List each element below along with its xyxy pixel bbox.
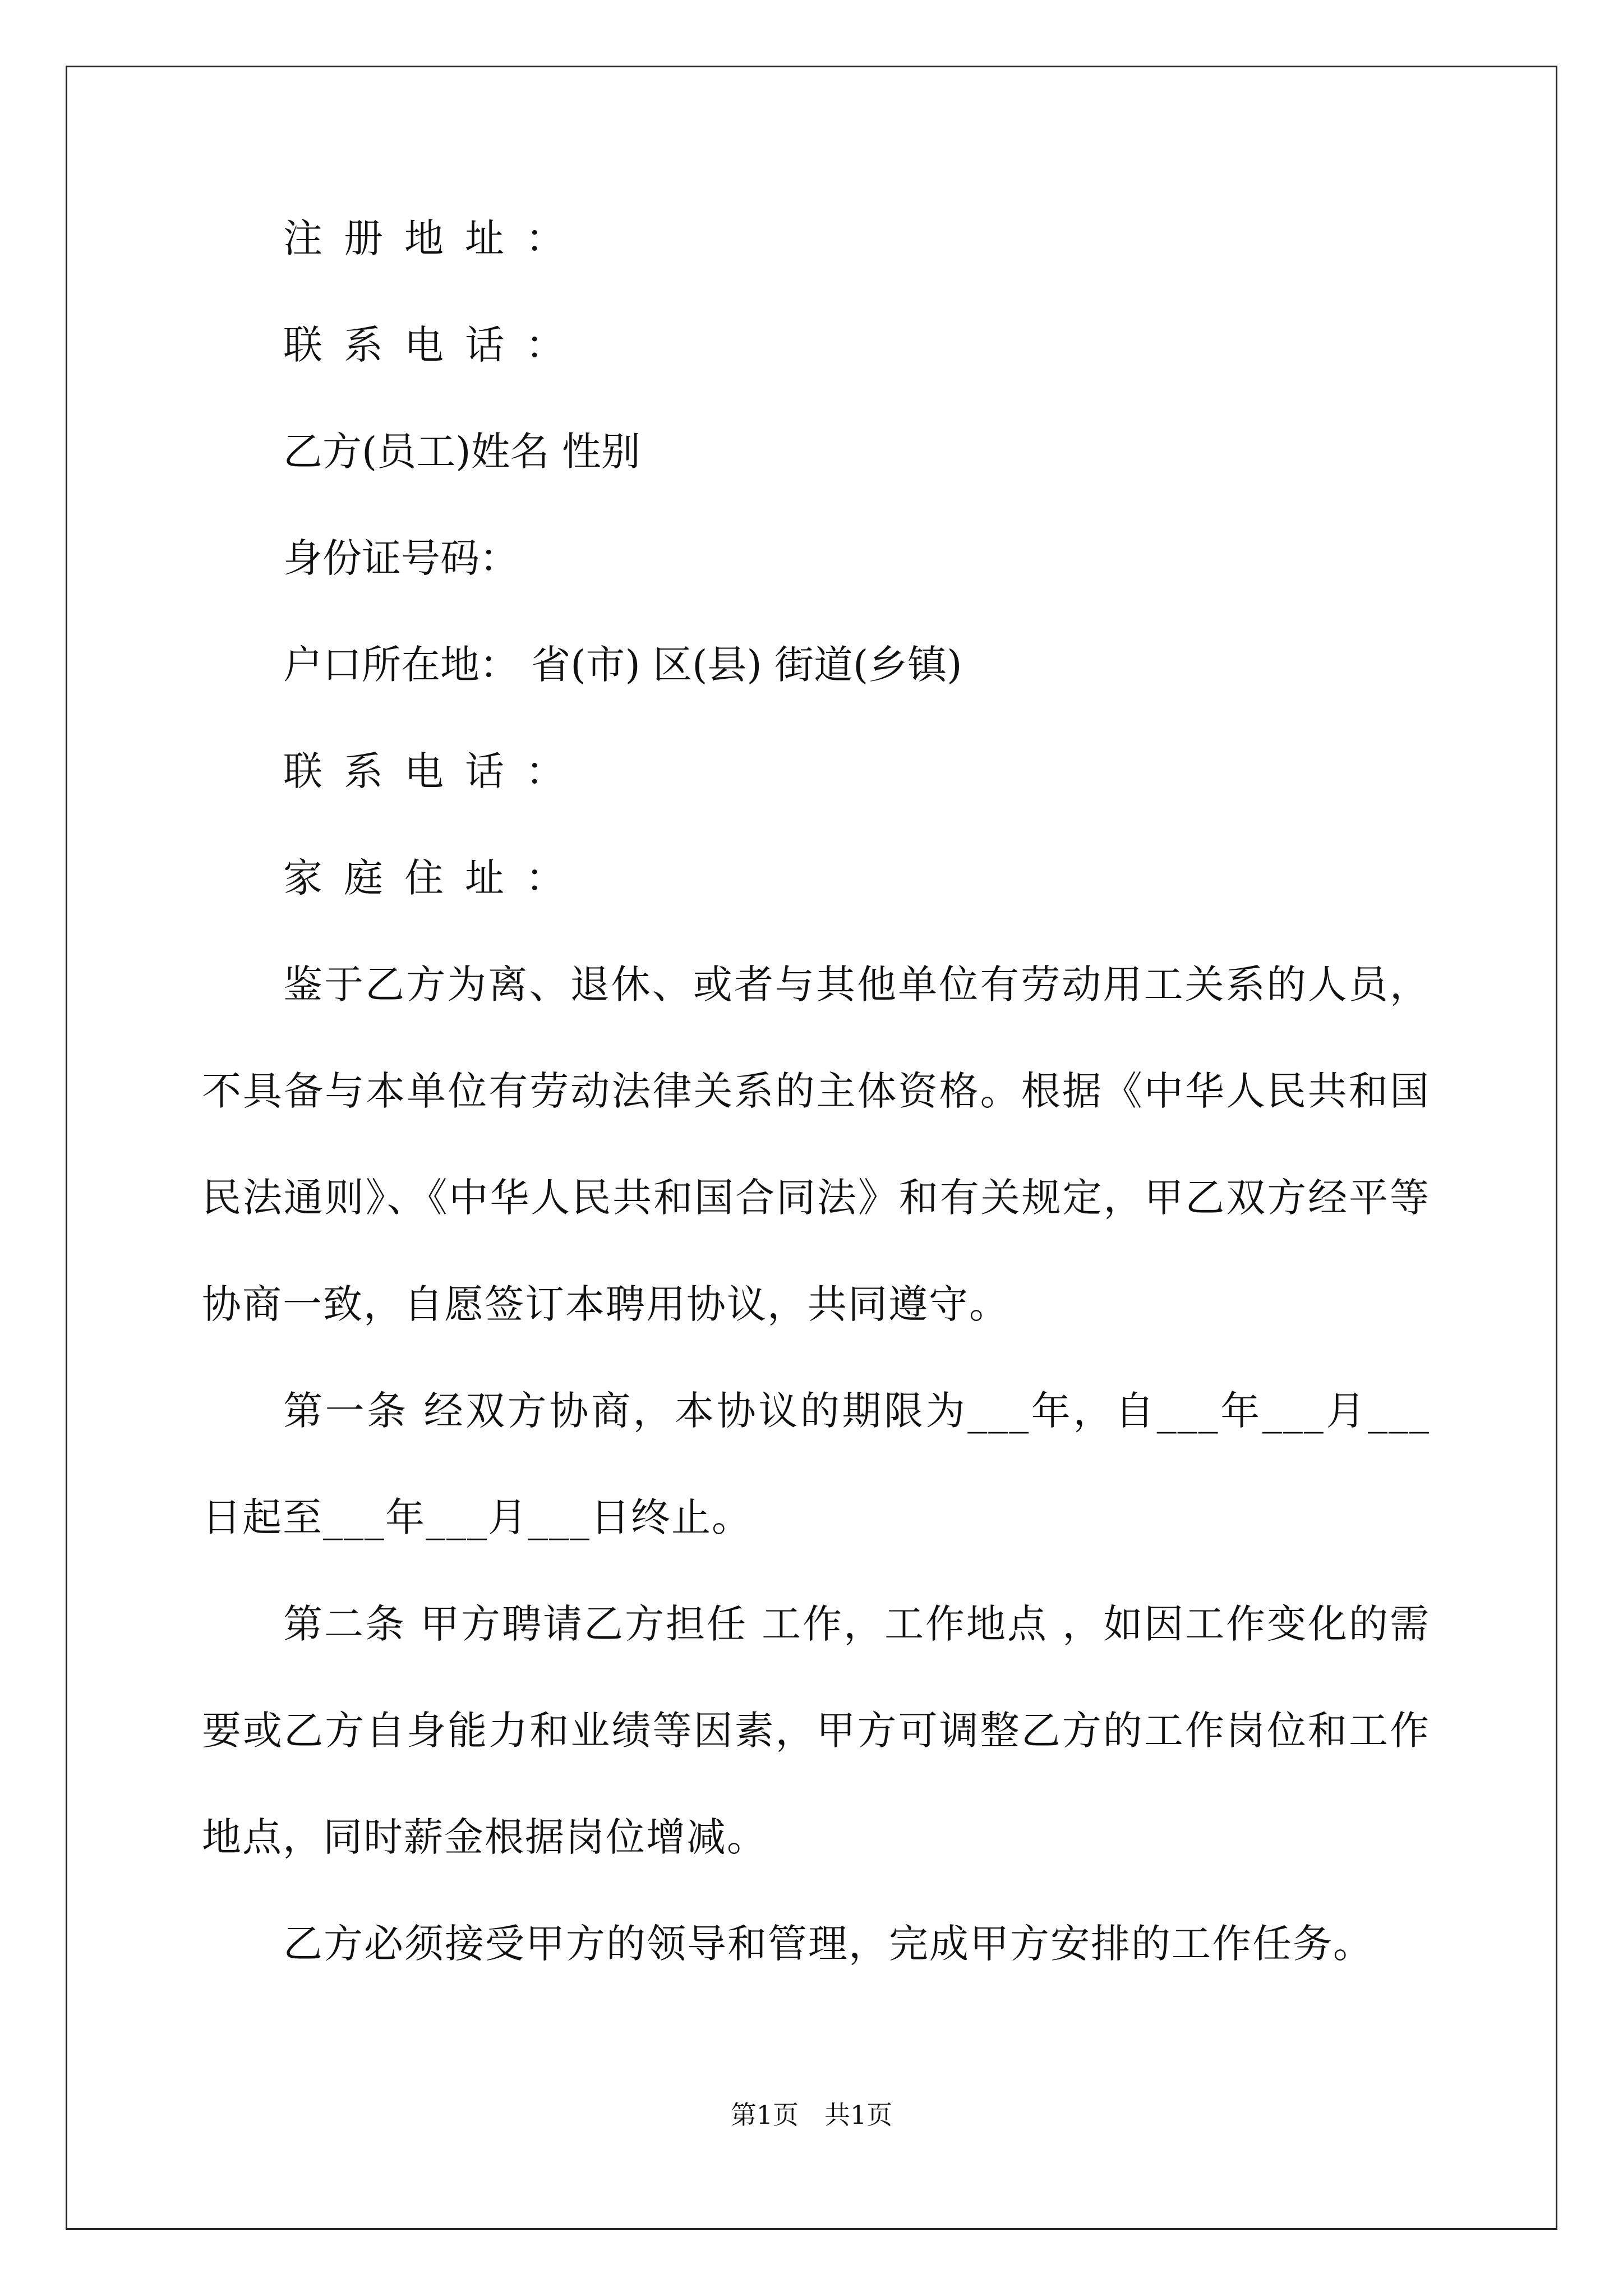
hukou-label: 户口所在地： 省(市) 区(县) 街道(乡镇)	[283, 642, 962, 688]
article-two-paragraph: 第二条 甲方聘请乙方担任 工作，工作地点 ，如因工作变化的需要或乙方自身能力和业绩等因素，甲方可调整乙方的工作岗位和工作地点，同时薪金根据岗位增减。	[202, 1601, 1430, 1860]
party-b-name-gender-label: 乙方(员工)姓名 性别	[283, 429, 640, 475]
preamble-paragraph: 鉴于乙方为离、退休、或者与其他单位有劳动用工关系的人员，不具备与本单位有劳动法律关系的主体资格。根据《中华人民共和国民法通则》、《中华人民共和国合同法》和有关规定，甲乙双方经平等协商一致，自愿签订本聘用协议，共同遵守。	[202, 961, 1430, 1327]
party-b-phone-label: 联系电话：	[283, 748, 586, 794]
page-number: 第1页	[730, 2100, 799, 2130]
obligation-paragraph: 乙方必须接受甲方的领导和管理，完成甲方安排的工作任务。	[283, 1921, 1373, 1967]
home-address-label: 家庭住址：	[283, 855, 586, 901]
article-one-paragraph: 第一条 经双方协商，本协议的期限为___年，自___年___月___日起至___年___月___日终止。	[202, 1388, 1430, 1540]
registered-address-label: 注册地址：	[283, 215, 586, 261]
id-number-label: 身份证号码：	[283, 535, 519, 581]
page-footer	[0, 2098, 1623, 2132]
document-body	[202, 185, 1430, 1997]
party-a-phone-label: 联系电话：	[283, 322, 586, 368]
page-total: 共1页	[824, 2100, 893, 2130]
